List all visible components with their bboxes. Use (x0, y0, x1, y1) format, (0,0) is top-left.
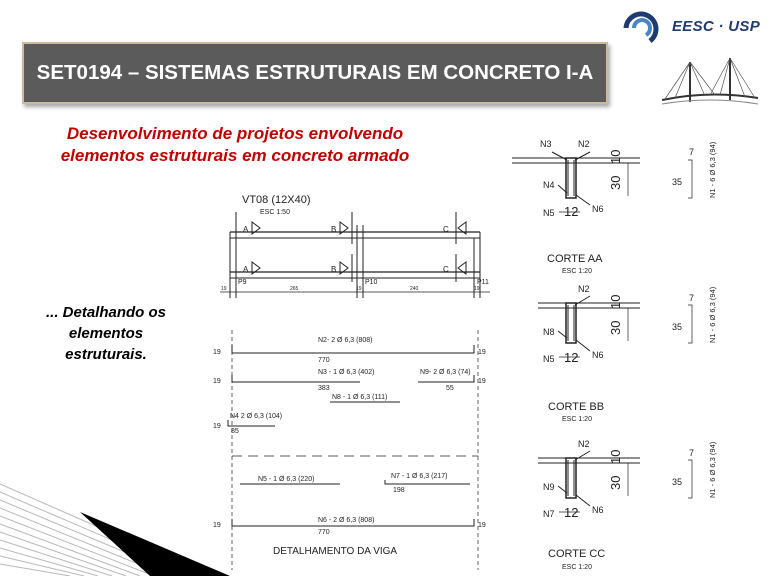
bar-n7-label: N7 - 1 Ø 6,3 (217) (391, 473, 448, 480)
bb-scale: ESC 1:20 (562, 416, 592, 423)
cc-top-right: N2 (578, 439, 590, 449)
bar-n6-hook: 19 (213, 522, 221, 529)
bar-n8-label: N8 - 1 Ø 6,3 (111) (332, 394, 388, 401)
bar-n3-length: 383 (318, 385, 330, 392)
beam-title: VT08 (12X40) (242, 194, 311, 206)
aa-left: N4 (543, 180, 555, 190)
dim-d2: 265 (290, 286, 299, 292)
cc-title: CORTE CC (548, 548, 606, 560)
bb-bottom-left: N5 (543, 354, 555, 364)
section-mark-a: A (243, 225, 249, 234)
bb-title: CORTE BB (548, 401, 605, 413)
course-title: SET0194 – SISTEMAS ESTRUTURAIS EM CONCRETO I-A (36, 61, 594, 84)
dim-d3: 19 (356, 286, 362, 292)
aa-dim-right: 7 (689, 147, 695, 157)
dim-d1: 19 (221, 286, 227, 292)
bb-top-right: N2 (578, 284, 590, 294)
section-mark-a: A (243, 265, 249, 274)
cc-height: 30 (608, 475, 623, 490)
section-bb (538, 284, 717, 423)
bb-bottom-right: N6 (592, 350, 604, 360)
cc-bottom-right: N6 (592, 505, 604, 515)
bar-n4-hook: 19 (213, 423, 221, 430)
aa-title: CORTE AA (547, 253, 603, 265)
section-mark-c: C (443, 225, 449, 234)
cc-height2: 10 (608, 449, 623, 464)
section-cc (538, 439, 717, 571)
aa-dim-side: 35 (672, 177, 683, 187)
section-aa (512, 139, 717, 275)
bar-n3-label: N3 - 1 Ø 6,3 (402) (318, 369, 375, 376)
bar-n9-hook: 19 (478, 378, 486, 385)
aa-top-left: N3 (540, 139, 552, 149)
cc-stirrup: N1 - 6 Ø 6,3 (94) (708, 441, 717, 498)
cc-scale: ESC 1:20 (562, 564, 592, 571)
bar-n9-length: 55 (446, 385, 454, 392)
aa-bottom-left: N5 (543, 208, 555, 218)
subtitle-line: elementos estruturais em concreto armado (60, 146, 410, 165)
bb-stirrup: N1 - 6 Ø 6,3 (94) (708, 286, 717, 343)
bar-n7-length: 198 (393, 487, 405, 494)
section-mark-c: C (443, 265, 449, 274)
bb-dim-right: 7 (689, 293, 695, 303)
side-note-line: ... Detalhando os (45, 304, 166, 321)
bar-n4-label: N4 2 Ø 6,3 (104) (230, 413, 283, 420)
section-mark-b: B (331, 265, 337, 274)
aa-stirrup: N1 - 6 Ø 6,3 (94) (708, 141, 717, 198)
bar-n6-hook: 19 (478, 522, 486, 529)
bb-dim-side: 35 (672, 322, 683, 332)
bb-height2: 10 (608, 294, 623, 309)
support-p9: P9 (238, 279, 247, 286)
subtitle-line: Desenvolvimento de projetos envolvendo (66, 124, 404, 143)
section-mark-b: B (331, 225, 337, 234)
bb-height: 30 (608, 320, 623, 335)
bar-n3-hook: 19 (213, 378, 221, 385)
side-note-line: estruturais. (65, 346, 147, 363)
aa-width: 12 (564, 204, 579, 219)
beam-footer: DETALHAMENTO DA VIGA (273, 546, 398, 557)
logo-text: EESC · USP (672, 18, 761, 35)
support-p11: P11 (477, 279, 489, 286)
beam-scale: ESC 1:50 (260, 209, 290, 216)
bar-n2-hook: 19 (478, 349, 486, 356)
cc-dim-side: 35 (672, 477, 683, 487)
bar-n4-length: 85 (231, 428, 239, 435)
aa-scale: ESC 1:20 (562, 268, 592, 275)
bar-n2-hook: 19 (213, 349, 221, 356)
bar-n6-length: 770 (318, 529, 330, 536)
bar-n6-label: N6 - 2 Ø 6,3 (808) (318, 517, 375, 524)
bar-n2-length: 770 (318, 357, 330, 364)
aa-bottom-right: N6 (592, 204, 604, 214)
aa-height2: 10 (608, 149, 623, 164)
cc-bottom-left: N7 (543, 509, 555, 519)
side-note-line: elementos (68, 325, 144, 342)
aa-top-right: N2 (578, 139, 590, 149)
bb-left: N8 (543, 327, 555, 337)
cc-dim-right: 7 (689, 448, 695, 458)
cc-width: 12 (564, 505, 579, 520)
aa-height: 30 (608, 175, 623, 190)
support-p10: P10 (365, 279, 378, 286)
bar-n9-label: N9- 2 Ø 6,3 (74) (420, 369, 471, 376)
bar-n5-label: N5 - 1 Ø 6,3 (220) (258, 476, 315, 483)
bar-n2-label: N2- 2 Ø 6,3 (808) (318, 337, 373, 344)
dim-d5: 19 (474, 286, 480, 292)
cc-left: N9 (543, 482, 555, 492)
bb-width: 12 (564, 350, 579, 365)
dim-d4: 240 (410, 286, 419, 292)
